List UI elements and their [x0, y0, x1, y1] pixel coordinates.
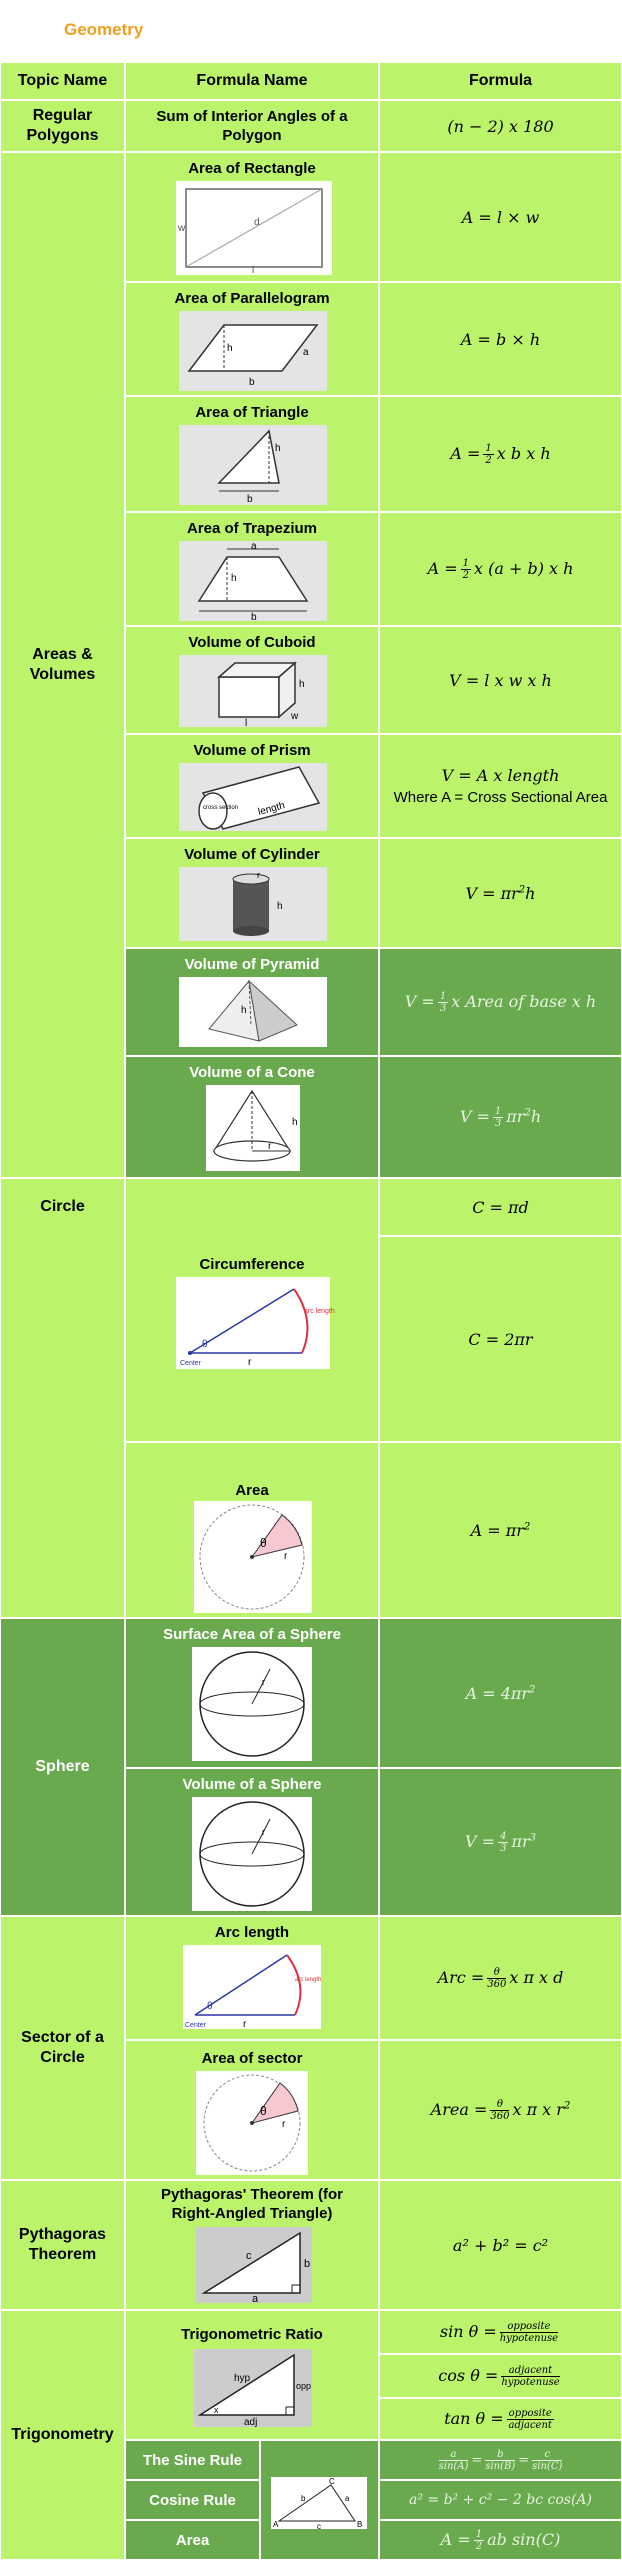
svg-text:Center: Center	[185, 2022, 207, 2029]
header-formula	[379, 62, 622, 100]
formula-cylinder	[379, 838, 622, 948]
topic-sphere	[0, 1618, 125, 1916]
svg-text:r: r	[282, 2119, 286, 2130]
formula-circumference-radius	[379, 1236, 622, 1442]
formula-cyl-text: $V = \pi r^2h$	[465, 883, 536, 903]
row-sphere-volume	[125, 1768, 379, 1916]
svg-text:b: b	[251, 612, 257, 623]
formula-tri-text: A = $\frac{1}{2}$ x b x h	[450, 442, 551, 466]
page-title: Geometry	[64, 20, 144, 39]
header-formula-text: Formula	[468, 72, 533, 89]
formula-pyr-text: V = $\frac{1}{3}$ x Area of base x h	[404, 990, 597, 1014]
header-topic	[0, 62, 125, 100]
label-cosine-rule: Cosine Rule	[125, 2480, 260, 2520]
formula-tangent	[379, 2398, 622, 2440]
trig-diagram	[194, 2349, 312, 2427]
svg-text:h: h	[227, 343, 233, 354]
label-arc-length: Arc length	[214, 1924, 290, 1941]
row-prism	[125, 734, 379, 838]
svg-text:hyp: hyp	[234, 2373, 251, 2384]
svg-text:b: b	[247, 494, 253, 505]
cylinder-diagram	[179, 867, 327, 941]
svg-text:b: b	[301, 2494, 306, 2503]
svg-text:h: h	[299, 679, 305, 690]
svg-text:A: A	[273, 2520, 279, 2529]
svg-text:r: r	[284, 1551, 288, 1562]
label-sine-rule: The Sine Rule	[125, 2440, 260, 2480]
row-trapezium	[125, 512, 379, 626]
rectangle-diagram	[176, 181, 332, 275]
formula-para-text: A = b × h	[460, 329, 541, 349]
pythagoras-diagram	[196, 2227, 312, 2303]
svg-text:h: h	[241, 1005, 247, 1016]
svg-text:Center: Center	[180, 1360, 202, 1367]
label-circle-area: Area	[235, 1482, 269, 1499]
label-pythagoras: Pythagoras' Theorem (for Right-Angled Triangle)	[161, 2186, 343, 2222]
trapezium-diagram	[179, 541, 327, 621]
label-cylinder: Volume of Cylinder	[184, 846, 320, 863]
svg-text:C: C	[329, 2477, 335, 2486]
row-sector-area	[125, 2040, 379, 2180]
cone-svg	[206, 1085, 300, 1171]
formula-prism-note: Where A = Cross Sectional Area	[393, 789, 608, 806]
svg-text:x: x	[214, 2405, 219, 2415]
formula-cosine-rule	[379, 2480, 622, 2520]
formula-trapezium	[379, 512, 622, 626]
row-parallelogram	[125, 282, 379, 396]
svg-text:a: a	[345, 2494, 350, 2503]
general-triangle-svg	[271, 2477, 367, 2529]
row-cylinder	[125, 838, 379, 948]
topic-sector-text: Sector of a Circle	[21, 2029, 104, 2066]
triangle-diagram	[179, 425, 327, 505]
cuboid-svg	[179, 655, 327, 727]
cone-diagram	[206, 1085, 300, 1171]
general-triangle-cell	[260, 2440, 379, 2560]
svg-text:h: h	[275, 443, 281, 454]
formula-prism	[379, 734, 622, 838]
topic-trigonometry	[0, 2310, 125, 2560]
formula-sine-rule-text: $\frac{a}{\sin(A)}$ = $\frac{b}{\sin(B)}$ = $\frac{c}{\sin(C)}$	[438, 2448, 563, 2472]
svg-text:r: r	[248, 1357, 252, 1368]
formula-rect-text: A = l × w	[461, 207, 540, 227]
row-arc-length	[125, 1916, 379, 2040]
svg-text:length: length	[256, 800, 287, 818]
triangle-svg	[179, 425, 327, 505]
arc-length-svg	[183, 1945, 321, 2029]
formula-sine	[379, 2310, 622, 2354]
row-cuboid	[125, 626, 379, 734]
svg-text:l: l	[245, 718, 248, 729]
label-triangle-area: Area	[125, 2520, 260, 2560]
formula-cos-text: cos θ = $\frac{\text{adjacent}}{\text{hypotenuse}}$	[438, 2364, 560, 2388]
topic-regular-polygons	[0, 100, 125, 152]
formula-cosine	[379, 2354, 622, 2398]
formula-cuboid-text: V = l x w x h	[449, 670, 552, 690]
prism-diagram	[179, 763, 327, 831]
prism-svg	[179, 763, 327, 831]
formula-ssa-text: $A = 4\pi r^2$	[465, 1683, 536, 1703]
formula-circ2-text: C = 2πr	[468, 1329, 533, 1349]
row-interior-angles	[125, 100, 379, 152]
topic-sector	[0, 1916, 125, 2180]
formula-prism-text: V = A x length	[441, 766, 560, 785]
pyramid-diagram	[179, 977, 327, 1047]
header-formula-name	[125, 62, 379, 100]
topic-circle	[0, 1178, 125, 1618]
row-circumference	[125, 1178, 379, 1442]
svg-text:l: l	[252, 265, 255, 276]
formula-triangle	[379, 396, 622, 512]
row-rectangle	[125, 152, 379, 282]
formula-sector-area	[379, 2040, 622, 2180]
row-pyramid	[125, 948, 379, 1056]
topic-circle-text: Circle	[40, 1198, 85, 1215]
formula-cuboid	[379, 626, 622, 734]
trapezium-svg	[179, 541, 327, 621]
label-cuboid: Volume of Cuboid	[188, 634, 316, 651]
row-pythagoras	[125, 2180, 379, 2310]
topic-areas-volumes	[0, 152, 125, 1178]
formula-sv-text: V = $\frac{4}{3}$ $\pi r^3$	[465, 1830, 536, 1854]
svg-text:r: r	[243, 2019, 247, 2030]
formula-circle-area	[379, 1442, 622, 1618]
formula-sin-text: sin θ = $\frac{\text{opposite}}{\text{hypotenuse}}$	[439, 2320, 559, 2344]
sphere-surface-svg	[192, 1647, 312, 1761]
formula-pyth-text: a² + b² = c²	[452, 2235, 549, 2255]
topic-pythagoras	[0, 2180, 125, 2310]
row-cone	[125, 1056, 379, 1178]
svg-text:arc length: arc length	[295, 1977, 322, 1983]
row-circle-area	[125, 1442, 379, 1618]
topic-areas-text: Areas & Volumes	[29, 646, 96, 683]
svg-text:adj: adj	[244, 2417, 258, 2428]
formula-interior-angles	[379, 100, 622, 152]
svg-text:B: B	[357, 2520, 363, 2529]
svg-text:a: a	[251, 541, 257, 552]
formula-arc-length	[379, 1916, 622, 2040]
svg-text:cross section: cross section	[203, 805, 239, 811]
arc-length-diagram	[183, 1945, 321, 2029]
svg-text:w: w	[291, 711, 299, 722]
cuboid-diagram	[179, 655, 327, 727]
label-cone: Volume of a Cone	[189, 1064, 315, 1081]
svg-text:a: a	[303, 347, 309, 358]
topic-pythagoras-text: Pythagoras Theorem	[18, 2226, 107, 2263]
parallelogram-diagram	[179, 311, 327, 391]
row-triangle	[125, 396, 379, 512]
svg-text:opp: opp	[296, 2381, 312, 2391]
svg-text:arc length: arc length	[304, 1308, 335, 1315]
svg-text:r: r	[262, 1677, 265, 1687]
label-trig-ratio: Trigonometric Ratio	[181, 2326, 323, 2343]
topic-regular-polygons-text: Regular Polygons	[26, 107, 99, 144]
label-trapezium: Area of Trapezium	[186, 520, 318, 537]
topic-trig-text: Trigonometry	[11, 2426, 114, 2443]
formula-carea-text: $A = \pi r^2$	[470, 1520, 531, 1540]
svg-text:c: c	[246, 2250, 252, 2262]
formula-circ1-text: C = πd	[472, 1197, 529, 1217]
svg-text:θ: θ	[202, 1339, 208, 1350]
formula-tarea-text: A = $\frac{1}{2}$ ab sin(C)	[440, 2528, 561, 2552]
formula-triangle-area-sin	[379, 2520, 622, 2560]
formula-cosr-text: a² = b² + c² − 2 bc cos(A)	[409, 2492, 592, 2508]
formula-sphere-surface	[379, 1618, 622, 1768]
sphere-volume-diagram	[192, 1797, 312, 1911]
pyramid-svg	[179, 977, 327, 1047]
sector-area-diagram	[196, 2071, 308, 2175]
pythagoras-svg	[196, 2227, 312, 2303]
formula-trap-text: A = $\frac{1}{2}$ x (a + b) x h	[427, 557, 574, 581]
cylinder-svg	[179, 867, 327, 941]
general-triangle-diagram	[271, 2477, 367, 2529]
label-pyramid: Volume of Pyramid	[184, 956, 320, 973]
svg-text:b: b	[304, 2258, 311, 2270]
label-circumference: Circumference	[199, 1256, 305, 1273]
label-rectangle: Area of Rectangle	[188, 160, 316, 177]
svg-text:r: r	[268, 1141, 272, 1152]
formula-tan-text: tan θ = $\frac{\text{opposite}}{\text{adjacent}}$	[444, 2407, 552, 2431]
label-triangle: Area of Triangle	[195, 404, 309, 421]
svg-text:h: h	[231, 573, 237, 584]
circumference-diagram	[176, 1277, 335, 1369]
formula-parallelogram	[379, 282, 622, 396]
formula-sine-rule	[379, 2440, 622, 2480]
label-prism: Volume of Prism	[193, 742, 311, 759]
svg-text:d: d	[254, 217, 260, 228]
svg-text:θ: θ	[260, 1536, 267, 1550]
sector-area-svg	[196, 2071, 308, 2175]
svg-text:r: r	[262, 1827, 265, 1837]
svg-text:θ: θ	[260, 2104, 267, 2118]
row-sphere-surface	[125, 1618, 379, 1768]
formula-arc-text: Arc = $\frac{\theta}{360}$ x π x d	[437, 1966, 564, 1990]
label-parallelogram: Area of Parallelogram	[174, 290, 330, 307]
formula-sphere-volume	[379, 1768, 622, 1916]
rectangle-svg	[176, 181, 332, 275]
topic-sphere-text: Sphere	[35, 1758, 90, 1775]
label-sphere-volume: Volume of a Sphere	[182, 1776, 322, 1793]
header-topic-text: Topic Name	[17, 72, 108, 89]
formula-cone-text: V = $\frac{1}{3}$ $\pi r^2h$	[459, 1105, 542, 1129]
svg-text:h: h	[292, 1117, 298, 1128]
circumference-svg	[176, 1277, 335, 1369]
header-formula-name-text: Formula Name	[196, 72, 308, 89]
row-trig-ratio	[125, 2310, 379, 2440]
svg-text:c: c	[317, 2522, 321, 2531]
formula-pyramid	[379, 948, 622, 1056]
label-interior-angles: Sum of Interior Angles of a Polygon	[156, 108, 348, 144]
circle-area-svg	[194, 1501, 312, 1613]
trig-svg	[194, 2349, 312, 2427]
svg-text:r: r	[257, 870, 260, 880]
formula-cone	[379, 1056, 622, 1178]
svg-text:a: a	[252, 2293, 259, 2305]
label-sphere-surface: Surface Area of a Sphere	[163, 1626, 341, 1643]
formula-circumference-diameter	[379, 1178, 622, 1236]
formula-interior-text: (n − 2) x 180	[447, 116, 554, 136]
sphere-surface-diagram	[192, 1647, 312, 1761]
circle-area-diagram	[194, 1501, 312, 1613]
svg-text:w: w	[178, 223, 186, 234]
formula-rectangle	[379, 152, 622, 282]
svg-text:θ: θ	[207, 2001, 213, 2012]
parallelogram-svg	[179, 311, 327, 391]
formula-sec-text: Area = $\frac{\theta}{360}$ x π x $r^2$	[430, 2098, 571, 2122]
svg-text:b: b	[249, 377, 255, 388]
svg-text:h: h	[277, 901, 283, 912]
label-sector-area: Area of sector	[201, 2050, 303, 2067]
sphere-volume-svg	[192, 1797, 312, 1911]
formula-pythagoras	[379, 2180, 622, 2310]
